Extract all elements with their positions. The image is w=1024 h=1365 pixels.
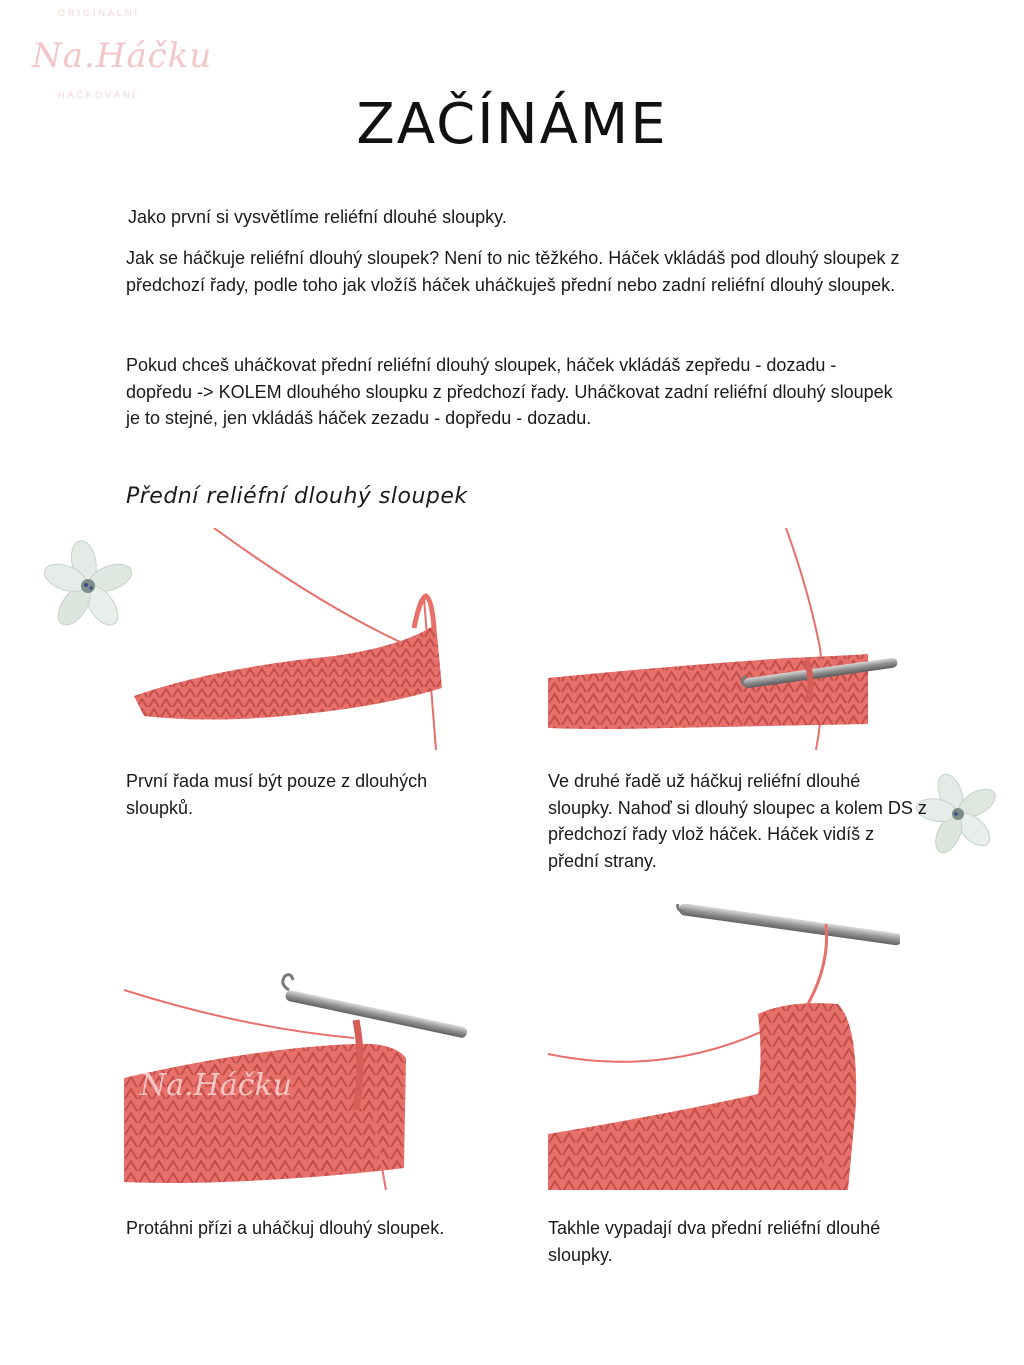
step-2-caption: Ve druhé řadě už háčkuj reliéfní dlouhé sloupky. Nahoď si dlouhý sloupec a kolem DS z předchozí řady vlož háček. Háček vidíš z přední strany. [548, 771, 927, 871]
page-title: ZAČÍNÁME [356, 92, 668, 157]
step-1-photo [124, 528, 444, 753]
logo-bottom-text: HÁČKOVÁNÍ [58, 90, 139, 100]
section-heading: Přední reliéfní dlouhý sloupek [126, 484, 468, 509]
logo-top-text: ORIGINÁLNÍ [58, 8, 141, 18]
step-4-photo [548, 904, 900, 1190]
watermark: Na.Háčku [140, 1068, 293, 1103]
intro-text: Jako první si vysvětlíme reliéfní dlouhé sloupky. [128, 207, 507, 227]
step-1-caption: První řada musí být pouze z dlouhých sloupků. [126, 771, 428, 818]
step-2-photo [548, 528, 898, 753]
flower-decoration-icon [38, 538, 138, 638]
paragraph-instructions: Pokud chceš uháčkovat přední reliéfní dlouhý sloupek, háček vkládáš zepředu - dozadu - dopředu -> KOLEM dlouhého sloupku z předchozí řady. Uháčkovat zadní reliéfní dlouhý sloupek je to stejné, jen vkládáš háček zezadu - dopředu - dozadu. [126, 355, 893, 428]
paragraph-explanation: Jak se háčkuje reliéfní dlouhý sloupek? Není to nic těžkého. Háček vkládáš pod dlouhý sloupek z předchozí řady, podle toho jak vložíš háček uháčkuješ přední nebo zadní reliéfní dlouhý sloupek. [126, 248, 900, 295]
step-4-caption: Takhle vypadají dva přední reliéfní dlouhé sloupky. [548, 1218, 881, 1265]
step-3-caption: Protáhni přízi a uháčkuj dlouhý sloupek. [126, 1218, 445, 1238]
brand-logo [28, 8, 213, 104]
logo-main-text: Na.Háčku [32, 36, 213, 76]
